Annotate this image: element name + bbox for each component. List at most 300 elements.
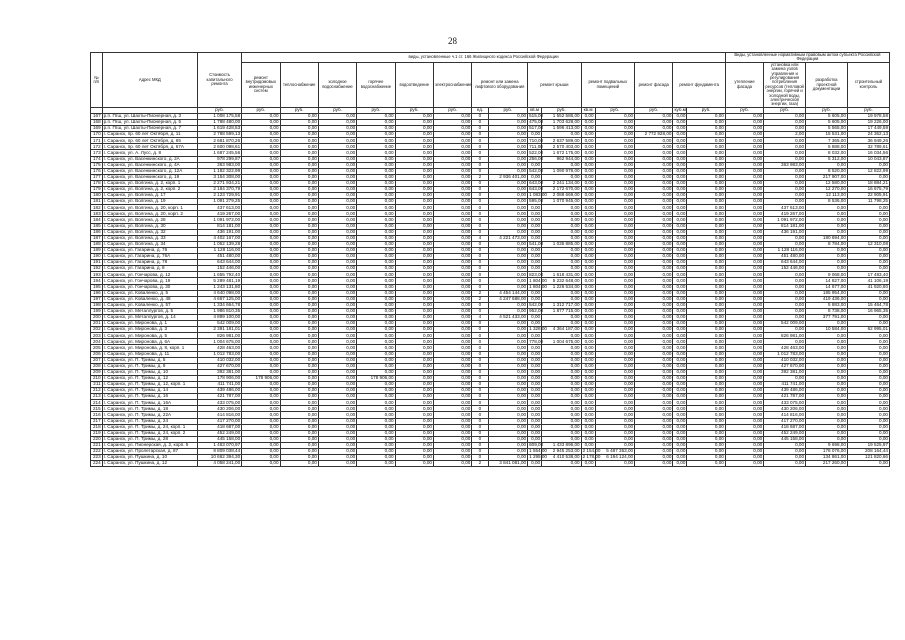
table-cell-fnd-m: 0,00 bbox=[673, 229, 687, 235]
table-cell-fnd: 0,00 bbox=[687, 339, 725, 345]
table-cell-lift: 4 521 433,00 bbox=[488, 314, 528, 320]
table-cell-bas: 0,00 bbox=[595, 430, 635, 436]
table-cell-roof-m: 0,00 bbox=[528, 461, 542, 467]
table-cell-el: 0,00 bbox=[433, 241, 471, 247]
table-cell-roof-m: 0,00 bbox=[528, 211, 542, 217]
table-cell-n: 199 bbox=[91, 308, 103, 314]
table-cell-n: 190 bbox=[91, 254, 103, 260]
table-cell-ins: 0,00 bbox=[725, 412, 763, 418]
table-cell-drain: 0,00 bbox=[395, 278, 433, 284]
table-cell-drain: 0,00 bbox=[395, 272, 433, 278]
table-cell-lift: 0,00 bbox=[488, 199, 528, 205]
table-cell-el: 0,00 bbox=[433, 144, 471, 150]
table-cell-drain: 0,00 bbox=[395, 351, 433, 357]
group-subject-header: Виды, установленные нормативным правовым актом субъекта Российской Федерации bbox=[725, 53, 889, 63]
units-cell: руб. bbox=[433, 107, 471, 113]
units-cell: руб. bbox=[806, 107, 848, 113]
table-cell-el: 0,00 bbox=[433, 217, 471, 223]
table-cell-roof-m: 0,00 bbox=[528, 412, 542, 418]
table-cell-lift: 4 247 688,00 bbox=[488, 296, 528, 302]
table-cell-fac: 0,00 bbox=[635, 333, 673, 339]
col-facade-header: ремонт фасада bbox=[635, 62, 673, 107]
table-cell-des: 0,00 bbox=[806, 162, 848, 168]
table-cell-heat: 0,00 bbox=[280, 193, 318, 199]
table-cell-drain: 0,00 bbox=[395, 375, 433, 381]
table-cell-n: 214 bbox=[91, 400, 103, 406]
table-cell-fnd-m: 0,00 bbox=[673, 382, 687, 388]
table-cell-bas-m: 0,00 bbox=[581, 308, 595, 314]
table-cell-roof-m: 0,00 bbox=[528, 290, 542, 296]
table-cell-bas-m: 0,00 bbox=[581, 278, 595, 284]
table-cell-bas-m: 0,00 bbox=[581, 461, 595, 467]
table-cell-lift-n: 0 bbox=[472, 199, 488, 205]
table-cell-drain: 0,00 bbox=[395, 126, 433, 132]
table-cell-fac: 0,00 bbox=[635, 357, 673, 363]
table-cell-hot: 0,00 bbox=[357, 278, 395, 284]
table-cell-cold: 0,00 bbox=[318, 278, 356, 284]
table-cell-des: 377 791,00 bbox=[806, 314, 848, 320]
table-cell-cold: 0,00 bbox=[318, 369, 356, 375]
table-cell-des: 0,00 bbox=[806, 205, 848, 211]
table-cell-roof: 1 703 628,00 bbox=[542, 119, 582, 125]
units-cell: руб. bbox=[318, 107, 356, 113]
table-cell-lift: 2 936 401,00 bbox=[488, 174, 528, 180]
table-cell-roof-m: 0,00 bbox=[528, 375, 542, 381]
table-cell-eng: 0,00 bbox=[242, 345, 280, 351]
table-cell-lift: 0,00 bbox=[488, 388, 528, 394]
table-cell-roof: 2 945 253,00 bbox=[542, 449, 582, 455]
table-cell-eng: 0,00 bbox=[242, 455, 280, 461]
table-cell-cold: 0,00 bbox=[318, 180, 356, 186]
table-cell-fnd: 0,00 bbox=[687, 400, 725, 406]
table-cell-fnd: 0,00 bbox=[687, 126, 725, 132]
table-cell-cold: 0,00 bbox=[318, 436, 356, 442]
table-cell-n: 175 bbox=[91, 162, 103, 168]
table-cell-ctl: 41 920,80 bbox=[847, 284, 889, 290]
table-cell-bas: 0,00 bbox=[595, 205, 635, 211]
table-cell-roof: 0,00 bbox=[542, 162, 582, 168]
col-basement-header: ремонт подвальных помещений bbox=[581, 62, 634, 107]
table-cell-drain: 0,00 bbox=[395, 327, 433, 333]
table-cell-fnd-m: 0,00 bbox=[673, 174, 687, 180]
table-cell-lift: 0,00 bbox=[488, 357, 528, 363]
table-cell-lift-n: 0 bbox=[472, 241, 488, 247]
table-cell-bas: 0,00 bbox=[595, 388, 635, 394]
table-cell-ins: 0,00 bbox=[725, 162, 763, 168]
table-cell-eng: 0,00 bbox=[242, 296, 280, 302]
col-heat-header: теплоснабжение bbox=[280, 62, 318, 107]
table-cell-hot: 0,00 bbox=[357, 223, 395, 229]
table-cell-cold: 0,00 bbox=[318, 442, 356, 448]
table-cell-lift: 0,00 bbox=[488, 126, 528, 132]
table-cell-hot: 0,00 bbox=[357, 144, 395, 150]
col-index-header: № п/п bbox=[91, 53, 103, 108]
table-cell-bas: 0,00 bbox=[595, 424, 635, 430]
table-cell-roof: 0,00 bbox=[542, 217, 582, 223]
table-cell-n: 191 bbox=[91, 260, 103, 266]
table-cell-addr: г. Саранск, ул. П. Тримы, д. 8 bbox=[102, 363, 197, 369]
table-cell-lift-n: 0 bbox=[472, 308, 488, 314]
table-cell-met: 0,00 bbox=[764, 119, 806, 125]
table-cell-hot: 0,00 bbox=[357, 449, 395, 455]
table-cell-hot: 0,00 bbox=[357, 235, 395, 241]
table-cell-lift: 0,00 bbox=[488, 113, 528, 119]
table-cell-hot: 0,00 bbox=[357, 174, 395, 180]
table-cell-el: 0,00 bbox=[433, 369, 471, 375]
table-cell-drain: 0,00 bbox=[395, 260, 433, 266]
table-cell-ins: 0,00 bbox=[725, 132, 763, 138]
table-cell-lift: 0,00 bbox=[488, 436, 528, 442]
table-cell-des: 0,00 bbox=[806, 400, 848, 406]
table-cell-cold: 0,00 bbox=[318, 272, 356, 278]
table-cell-roof-m: 1 328,00 bbox=[529, 326, 547, 332]
table-cell-roof: 0,00 bbox=[542, 406, 582, 412]
table-cell-fnd-m: 0,00 bbox=[673, 211, 687, 217]
table-cell-n: 194 bbox=[91, 278, 103, 284]
table-cell-lift-n: 2 bbox=[472, 174, 488, 180]
table-cell-fnd-m: 0,00 bbox=[673, 357, 687, 363]
table-cell-ins: 0,00 bbox=[725, 278, 763, 284]
table-cell-addr: г. Саранск, ул. П. Тримы, д. 5 bbox=[102, 357, 197, 363]
table-cell-heat: 0,00 bbox=[280, 327, 318, 333]
table-cell-cold: 0,00 bbox=[318, 382, 356, 388]
table-cell-roof-m: 0,00 bbox=[528, 424, 542, 430]
table-cell-lift: 0,00 bbox=[488, 449, 528, 455]
table-cell-cold: 0,00 bbox=[318, 406, 356, 412]
table-cell-fnd-m: 0,00 bbox=[673, 254, 687, 260]
table-cell-fac: 0,00 bbox=[635, 266, 673, 272]
table-cell-total: 4 667 125,00 bbox=[197, 296, 241, 302]
table-cell-fnd-m: 0,00 bbox=[673, 278, 687, 284]
table-cell-addr: г. Саранск, ул. П. Тримы, д. 16А bbox=[102, 400, 197, 406]
table-cell-el: 0,00 bbox=[433, 436, 471, 442]
table-cell-addr: г. Саранск, ул. П. Тримы, д. 18 bbox=[102, 406, 197, 412]
table-cell-hot: 0,00 bbox=[357, 418, 395, 424]
table-cell-addr: г. Саранск, ул. Пушкина, д. 12 bbox=[102, 461, 197, 467]
table-cell-eng: 0,00 bbox=[242, 150, 280, 156]
table-cell-roof: 1 035 885,00 bbox=[542, 241, 582, 247]
table-cell-heat: 0,00 bbox=[280, 144, 318, 150]
table-cell-roof: 0,00 bbox=[542, 369, 582, 375]
table-cell-drain: 0,00 bbox=[395, 187, 433, 193]
col-control-header: строительный контроль bbox=[847, 62, 889, 107]
table-cell-roof-m: 0,00 bbox=[528, 296, 542, 302]
table-cell-lift: 0,00 bbox=[488, 168, 528, 174]
table-cell-lift: 0,00 bbox=[488, 247, 528, 253]
table-cell-fnd-m: 0,00 bbox=[673, 156, 687, 162]
table-cell-hot: 0,00 bbox=[357, 272, 395, 278]
table-cell-lift-n: 0 bbox=[472, 455, 488, 461]
table-cell-cold: 0,00 bbox=[318, 400, 356, 406]
table-cell-drain: 0,00 bbox=[395, 418, 433, 424]
table-cell-heat: 0,00 bbox=[280, 442, 318, 448]
table-cell-ins: 0,00 bbox=[725, 290, 763, 296]
table-cell-lift: 0,00 bbox=[488, 217, 528, 223]
table-cell-total: 2 184 370,79 bbox=[197, 187, 241, 193]
table-cell-lift-n: 0 bbox=[472, 449, 488, 455]
table-cell-heat: 0,00 bbox=[280, 290, 318, 296]
table-cell-hot: 0,00 bbox=[357, 211, 395, 217]
table-cell-addr: г. Саранск, ул. Волгина, д. 2, корп. 1 bbox=[102, 180, 197, 186]
table-cell-met: 427 670,00 bbox=[764, 363, 806, 369]
table-cell-fnd-m: 0,00 bbox=[673, 162, 687, 168]
table-cell-roof: 2 570 403,00 bbox=[542, 144, 582, 150]
table-cell-total: 814 181,00 bbox=[197, 223, 241, 229]
table-cell-des: 5 565,00 bbox=[806, 126, 848, 132]
table-cell-fnd: 0,00 bbox=[687, 430, 725, 436]
table-cell-bas-m: 0,00 bbox=[581, 211, 595, 217]
table-cell-fnd: 0,00 bbox=[687, 180, 725, 186]
table-cell-des: 0,00 bbox=[806, 351, 848, 357]
table-cell-addr: г. Саранск, ул. Гагарина, д. 78 bbox=[102, 260, 197, 266]
table-cell-fac: 0,00 bbox=[635, 296, 673, 302]
table-cell-fac: 0,00 bbox=[635, 406, 673, 412]
table-cell-bas: 0,00 bbox=[595, 119, 635, 125]
table-cell-total: 10 662 394,30 bbox=[197, 455, 241, 461]
table-cell-ins: 0,00 bbox=[725, 113, 763, 119]
table-cell-ins: 0,00 bbox=[725, 119, 763, 125]
table-cell-heat: 0,00 bbox=[280, 223, 318, 229]
table-cell-bas-m: 0,00 bbox=[581, 266, 595, 272]
table-cell-bas-m: 0,00 bbox=[581, 162, 595, 168]
table-cell-roof-m: 0,00 bbox=[528, 430, 542, 436]
table-cell-heat: 0,00 bbox=[280, 272, 318, 278]
table-cell-ctl: 17 449,59 bbox=[847, 126, 889, 132]
table-cell-met: 363 983,00 bbox=[764, 162, 806, 168]
table-cell-ctl: 0,00 bbox=[847, 223, 889, 229]
table-cell-el: 0,00 bbox=[433, 333, 471, 339]
table-cell-lift-n: 0 bbox=[472, 156, 488, 162]
table-cell-n: 216 bbox=[91, 412, 103, 418]
table-cell-bas: 0,00 bbox=[595, 461, 635, 467]
table-cell-ins: 0,00 bbox=[725, 449, 763, 455]
table-cell-hot: 0,00 bbox=[357, 369, 395, 375]
table-cell-hot: 0,00 bbox=[357, 254, 395, 260]
table-cell-n: 223 bbox=[91, 455, 103, 461]
table-cell-bas: 0,00 bbox=[595, 442, 635, 448]
table-cell-roof: 0,00 bbox=[542, 388, 582, 394]
table-cell-addr: г. Саранск, ул. П. Тримы, д. 12, корп. 1 bbox=[102, 382, 197, 388]
table-cell-cold: 0,00 bbox=[318, 150, 356, 156]
table-cell-eng: 0,00 bbox=[242, 113, 280, 119]
table-cell-lift-n: 0 bbox=[472, 339, 488, 345]
table-cell-roof: 0,00 bbox=[542, 321, 582, 327]
table-cell-n: 204 bbox=[91, 339, 103, 345]
table-cell-fnd: 0,00 bbox=[687, 345, 725, 351]
table-cell-fac: 0,00 bbox=[635, 351, 673, 357]
table-cell-met: 0,00 bbox=[764, 284, 806, 290]
table-cell-bas: 0,00 bbox=[595, 180, 635, 186]
table-cell-hot: 0,00 bbox=[357, 406, 395, 412]
table-cell-lift-n: 0 bbox=[472, 272, 488, 278]
table-cell-cold: 0,00 bbox=[318, 187, 356, 193]
table-cell-n: 181 bbox=[91, 199, 103, 205]
table-cell-bas: 0,00 bbox=[595, 138, 635, 144]
table-cell-heat: 0,00 bbox=[280, 254, 318, 260]
table-cell-heat: 0,00 bbox=[280, 235, 318, 241]
table-cell-met: 0,00 bbox=[764, 308, 806, 314]
table-cell-fac: 0,00 bbox=[635, 375, 673, 381]
table-cell-eng: 0,00 bbox=[242, 308, 280, 314]
table-cell-ctl: 16 034,56 bbox=[847, 150, 889, 156]
table-cell-bas: 0,00 bbox=[595, 254, 635, 260]
table-cell-addr: г. Саранск, ул. Гончарова, д. 12 bbox=[102, 272, 197, 278]
table-cell-lift-n: 2 bbox=[472, 461, 488, 467]
table-cell-roof-m: 0,00 bbox=[528, 314, 542, 320]
table-cell-hot: 0,00 bbox=[357, 357, 395, 363]
table-cell-eng: 0,00 bbox=[242, 436, 280, 442]
table-cell-ins: 0,00 bbox=[725, 327, 763, 333]
table-cell-bas: 0,00 bbox=[595, 126, 635, 132]
table-cell-roof-m: 643,00 bbox=[529, 186, 544, 192]
table-cell-drain: 0,00 bbox=[395, 113, 433, 119]
table-cell-met: 0,00 bbox=[764, 290, 806, 296]
table-cell-bas: 0,00 bbox=[595, 217, 635, 223]
table-cell-fnd: 0,00 bbox=[687, 357, 725, 363]
units-cell: руб. bbox=[395, 107, 433, 113]
table-cell-met: 0,00 bbox=[764, 442, 806, 448]
table-cell-des: 0,00 bbox=[806, 229, 848, 235]
table-cell-ins: 0,00 bbox=[725, 436, 763, 442]
table-cell-n: 219 bbox=[91, 430, 103, 436]
table-cell-lift: 0,00 bbox=[488, 132, 528, 138]
table-cell-lift-n: 0 bbox=[472, 119, 488, 125]
table-cell-fnd: 0,00 bbox=[687, 449, 725, 455]
table-cell-lift: 0,00 bbox=[488, 119, 528, 125]
units-cell: кв.м bbox=[528, 107, 542, 113]
table-cell-addr: г. Саранск, ул. Металлургов, д. 5 bbox=[102, 308, 197, 314]
table-cell-fnd-m: 0,00 bbox=[673, 180, 687, 186]
table-cell-bas: 0,00 bbox=[595, 199, 635, 205]
table-cell-cold: 0,00 bbox=[318, 132, 356, 138]
table-cell-fnd: 0,00 bbox=[687, 327, 725, 333]
table-cell-drain: 0,00 bbox=[395, 345, 433, 351]
table-cell-heat: 0,00 bbox=[280, 302, 318, 308]
table-cell-bas: 0,00 bbox=[595, 272, 635, 278]
table-cell-fac: 0,00 bbox=[635, 314, 673, 320]
col-insulation-header: утепление фасада bbox=[725, 62, 763, 107]
table-cell-cold: 0,00 bbox=[318, 205, 356, 211]
table-cell-fnd-m: 0,00 bbox=[673, 144, 687, 150]
table-cell-fac: 0,00 bbox=[635, 235, 673, 241]
table-cell-des: 0,00 bbox=[806, 424, 848, 430]
table-cell-lift: 0,00 bbox=[488, 162, 528, 168]
table-cell-drain: 0,00 bbox=[395, 266, 433, 272]
table-cell-bas: 0,00 bbox=[595, 150, 635, 156]
table-cell-met: 0,00 bbox=[764, 113, 806, 119]
table-cell-drain: 0,00 bbox=[395, 357, 433, 363]
table-cell-roof: 0,00 bbox=[542, 290, 582, 296]
table-cell-fnd-m: 0,00 bbox=[673, 339, 687, 345]
table-cell-roof-m: 952,00 bbox=[529, 308, 544, 314]
table-cell-total: 643 644,00 bbox=[197, 260, 241, 266]
table-cell-fnd-m: 0,00 bbox=[673, 235, 687, 241]
table-cell-met: 1 012 783,00 bbox=[764, 351, 806, 357]
table-cell-fac: 0,00 bbox=[635, 138, 673, 144]
table-cell-el: 0,00 bbox=[433, 382, 471, 388]
table-cell-fnd: 0,00 bbox=[687, 260, 725, 266]
table-cell-met: 0,00 bbox=[764, 327, 806, 333]
table-cell-n: 169 bbox=[91, 126, 103, 132]
table-cell-lift: 0,00 bbox=[488, 375, 528, 381]
table-cell-met: 0,00 bbox=[764, 193, 806, 199]
table-cell-met: 0,00 bbox=[764, 375, 806, 381]
table-cell-fnd-m: 0,00 bbox=[673, 119, 687, 125]
page-number: 28 bbox=[448, 36, 457, 46]
col-design-header: разработка проектной документации bbox=[806, 62, 848, 107]
table-cell-lift-n: 0 bbox=[472, 351, 488, 357]
table-cell-fnd-m: 0,00 bbox=[673, 400, 687, 406]
table-cell-eng: 0,00 bbox=[242, 442, 280, 448]
table-cell-bas-m: 0,00 bbox=[581, 119, 595, 125]
table-cell-ctl: 0,00 bbox=[847, 345, 889, 351]
table-cell-lift: 0,00 bbox=[488, 260, 528, 266]
table-cell-n: 217 bbox=[91, 418, 103, 424]
table-cell-addr: г. Саранск, пр. 60 лет Октября, д. 65 bbox=[102, 138, 197, 144]
table-cell-cold: 0,00 bbox=[318, 455, 356, 461]
table-cell-ins: 0,00 bbox=[725, 156, 763, 162]
table-cell-bas-m: 0,00 bbox=[581, 412, 595, 418]
table-cell-met: 430 206,00 bbox=[764, 406, 806, 412]
table-cell-bas-m: 0,00 bbox=[581, 363, 595, 369]
table-cell-bas-m: 0,00 bbox=[581, 314, 595, 320]
table-cell-ctl: 22 905,91 bbox=[847, 193, 889, 199]
table-cell-el: 0,00 bbox=[433, 406, 471, 412]
table-cell-ctl: 19 226,00 bbox=[847, 119, 889, 125]
table-cell-fac: 0,00 bbox=[635, 150, 673, 156]
table-cell-fac: 0,00 bbox=[635, 174, 673, 180]
table-cell-n: 180 bbox=[91, 193, 103, 199]
table-cell-hot: 0,00 bbox=[357, 363, 395, 369]
table-cell-roof-m: 0,00 bbox=[528, 247, 542, 253]
table-cell-ins: 0,00 bbox=[725, 284, 763, 290]
table-cell-roof-m: 517,00 bbox=[529, 125, 544, 131]
table-cell-fnd: 0,00 bbox=[687, 211, 725, 217]
table-cell-drain: 0,00 bbox=[395, 412, 433, 418]
table-cell-fac: 0,00 bbox=[635, 339, 673, 345]
table-cell-addr: г. Саранск, ул. Гагарина, д. 8 bbox=[102, 266, 197, 272]
table-cell-cold: 0,00 bbox=[318, 126, 356, 132]
table-cell-bas: 0,00 bbox=[595, 363, 635, 369]
table-cell-el: 0,00 bbox=[433, 296, 471, 302]
table-cell-heat: 0,00 bbox=[280, 449, 318, 455]
table-cell-addr: г. Саранск, ул. Миронова, д. 11 bbox=[102, 351, 197, 357]
table-cell-eng: 0,00 bbox=[242, 461, 280, 467]
table-header bbox=[91, 53, 890, 114]
table-cell-addr: г. Саранск, ул. Васенкинского, д. 2А bbox=[102, 156, 197, 162]
table-cell-roof: 0,00 bbox=[542, 266, 582, 272]
table-cell-met: 0,00 bbox=[764, 144, 806, 150]
table-cell-total: 542 009,00 bbox=[197, 321, 241, 327]
table-cell-total: 2 123 729,91 bbox=[197, 193, 241, 199]
table-cell-roof: 1 090 976,00 bbox=[542, 168, 582, 174]
table-cell-fnd-m: 0,00 bbox=[673, 138, 687, 144]
table-cell-fac: 0,00 bbox=[635, 461, 673, 467]
table-cell-total: 430 206,00 bbox=[197, 406, 241, 412]
table-cell-n: 212 bbox=[91, 388, 103, 394]
table-cell-roof: 0,00 bbox=[542, 412, 582, 418]
table-cell-ins: 0,00 bbox=[725, 168, 763, 174]
table-cell-lift-n: 0 bbox=[472, 418, 488, 424]
table-cell-ctl: 0,00 bbox=[847, 174, 889, 180]
table-cell-ctl: 0,00 bbox=[847, 235, 889, 241]
table-cell-hot: 0,00 bbox=[357, 162, 395, 168]
table-cell-fnd-m: 0,00 bbox=[673, 424, 687, 430]
table-cell-lift-n: 0 bbox=[472, 406, 488, 412]
table-cell-fnd-m: 0,00 bbox=[673, 406, 687, 412]
table-cell-total: 411 741,00 bbox=[197, 382, 241, 388]
table-cell-eng: 0,00 bbox=[242, 333, 280, 339]
